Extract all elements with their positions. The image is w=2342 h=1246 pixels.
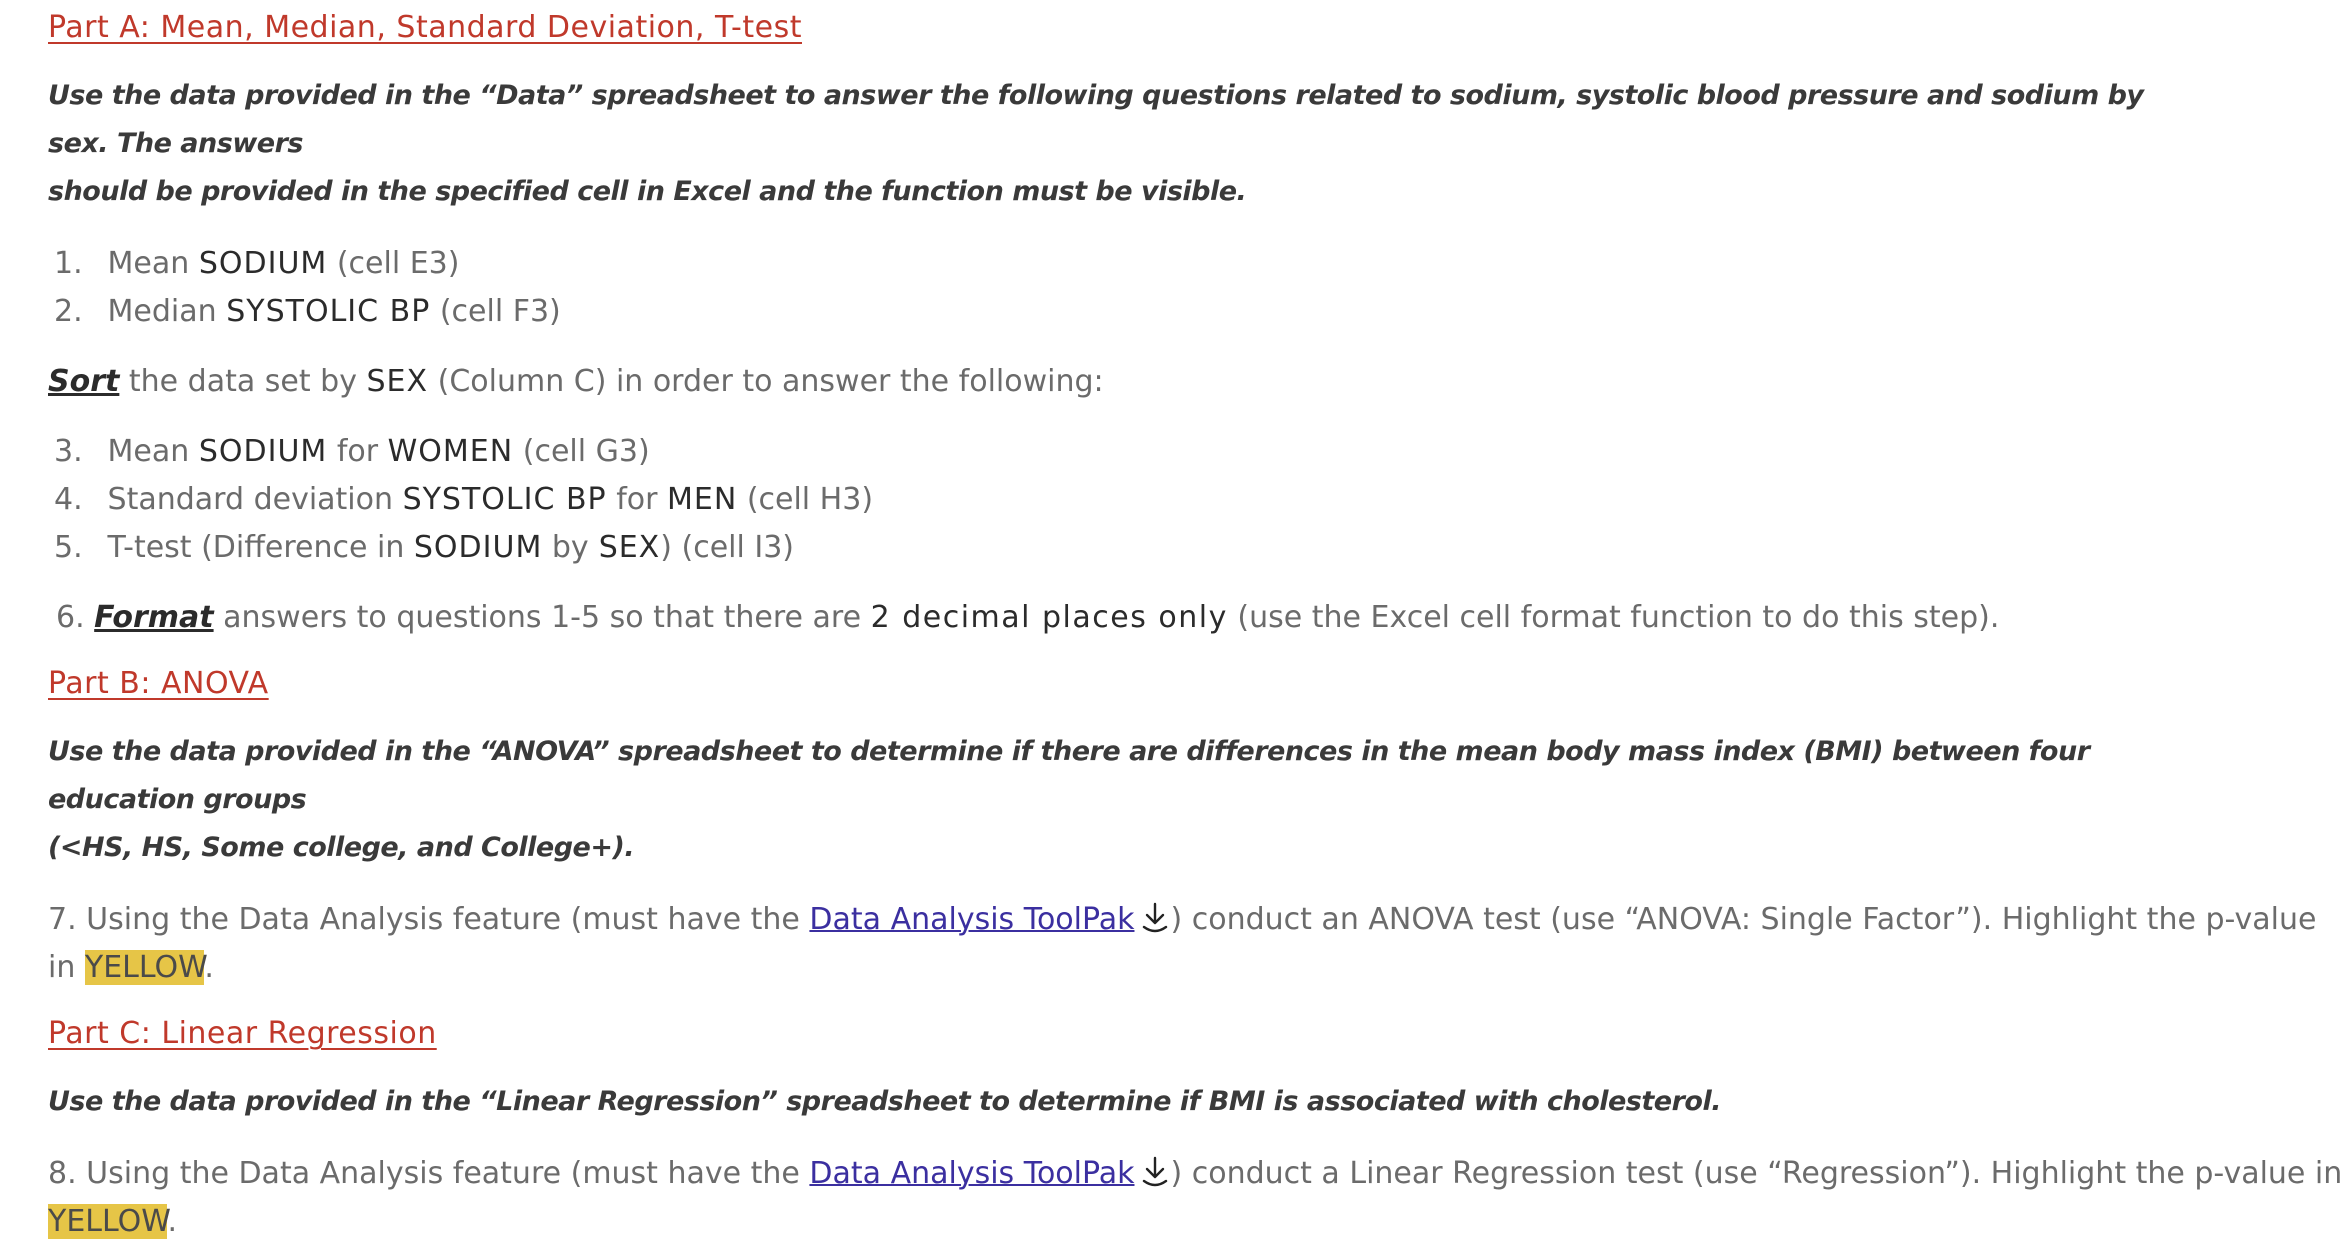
download-icon[interactable] [1140,1155,1170,1189]
part-a-heading: Part A: Mean, Median, Standard Deviation, T-test [48,10,802,45]
question-text: by [551,530,589,565]
cell-reference: ) (cell I3) [660,530,794,565]
assignment-document [48,8,2342,1246]
cell-reference: (cell H3) [746,482,874,517]
question-7-line-2 [48,944,2148,992]
question-4 [48,476,2148,524]
question-8-line-1 [48,1150,2342,1198]
variable-keyword: SODIUM [413,530,543,565]
question-text-end: ) conduct a Linear Regression test (use “Regression”). Highlight the p-value in [1170,1156,2342,1191]
question-text: T-test (Difference in [107,530,405,565]
question-text: in [48,950,76,985]
question-number: 3. [54,434,83,469]
question-number: 6. [56,600,85,635]
cell-reference: (cell G3) [522,434,650,469]
question-text-end: ) conduct an ANOVA test (use “ANOVA: Single Factor”). Highlight the p-value [1170,902,2317,937]
format-keyword: Format [94,600,214,635]
part-a-intro-line-1: Use the data provided in the “Data” spreadsheet to answer the following questions related to sodium, systolic blood pressure and sodium by sex. The answers [48,80,2144,159]
yellow-highlight: YELLOW [84,950,205,985]
question-text: Median [107,294,217,329]
question-text-end: (use the Excel cell format function to do this step). [1237,600,2000,635]
sort-text-end: (Column C) in order to answer the following: [437,364,1104,399]
question-text: Standard deviation [107,482,394,517]
variable-keyword: SODIUM [198,246,328,281]
group-keyword: SEX [598,530,661,565]
part-b-intro-line-1: Use the data provided in the “ANOVA” spreadsheet to determine if there are differences in the mean body mass index (BMI) between four education groups [48,736,2090,815]
question-1 [48,240,2148,288]
question-text: for [616,482,658,517]
data-analysis-toolpak-link[interactable]: Data Analysis ToolPak [809,902,1135,937]
question-text: answers to questions 1-5 so that there are [223,600,862,635]
group-keyword: MEN [666,482,738,517]
part-b-heading: Part B: ANOVA [48,666,269,701]
question-text: Mean [107,434,190,469]
group-keyword: WOMEN [387,434,514,469]
part-c-heading: Part C: Linear Regression [48,1016,437,1051]
cell-reference: (cell E3) [336,246,460,281]
question-number: 8. [48,1156,77,1191]
part-a-intro-line-2: should be provided in the specified cell in Excel and the function must be visible. [48,176,1247,207]
question-number: 5. [54,530,83,565]
download-icon[interactable] [1140,901,1170,935]
variable-keyword: SYSTOLIC BP [226,294,431,329]
question-7-line-1 [48,896,2317,944]
cell-reference: (cell F3) [439,294,561,329]
sort-keyword: Sort [48,364,120,399]
question-text: Mean [107,246,190,281]
data-analysis-toolpak-link[interactable]: Data Analysis ToolPak [809,1156,1135,1191]
question-number: 7. [48,902,77,937]
variable-keyword: SODIUM [198,434,328,469]
period: . [167,1204,178,1239]
question-number: 4. [54,482,83,517]
part-c-intro-line-1: Use the data provided in the “Linear Regression” spreadsheet to determine if BMI is associated with cholesterol. [48,1086,1721,1117]
question-3 [48,428,2148,476]
question-number: 2. [54,294,83,329]
yellow-highlight: YELLOW [48,1204,168,1239]
question-number: 1. [54,246,83,281]
question-6 [48,594,2148,642]
sort-text: the data set by [128,364,357,399]
question-text: Using the Data Analysis feature (must have the [86,902,800,937]
question-5 [48,524,2148,572]
period: . [204,950,214,985]
decimal-places-keyword: 2 decimal places only [870,600,1228,635]
variable-keyword: SEX [366,364,429,399]
sort-instruction [48,358,2148,406]
variable-keyword: SYSTOLIC BP [402,482,607,517]
question-text: Using the Data Analysis feature (must have the [86,1156,800,1191]
part-b-intro-line-2: (<HS, HS, Some college, and College+). [48,832,635,863]
question-text: for [336,434,379,469]
question-2 [48,288,2148,336]
question-8-line-2 [48,1198,2148,1246]
